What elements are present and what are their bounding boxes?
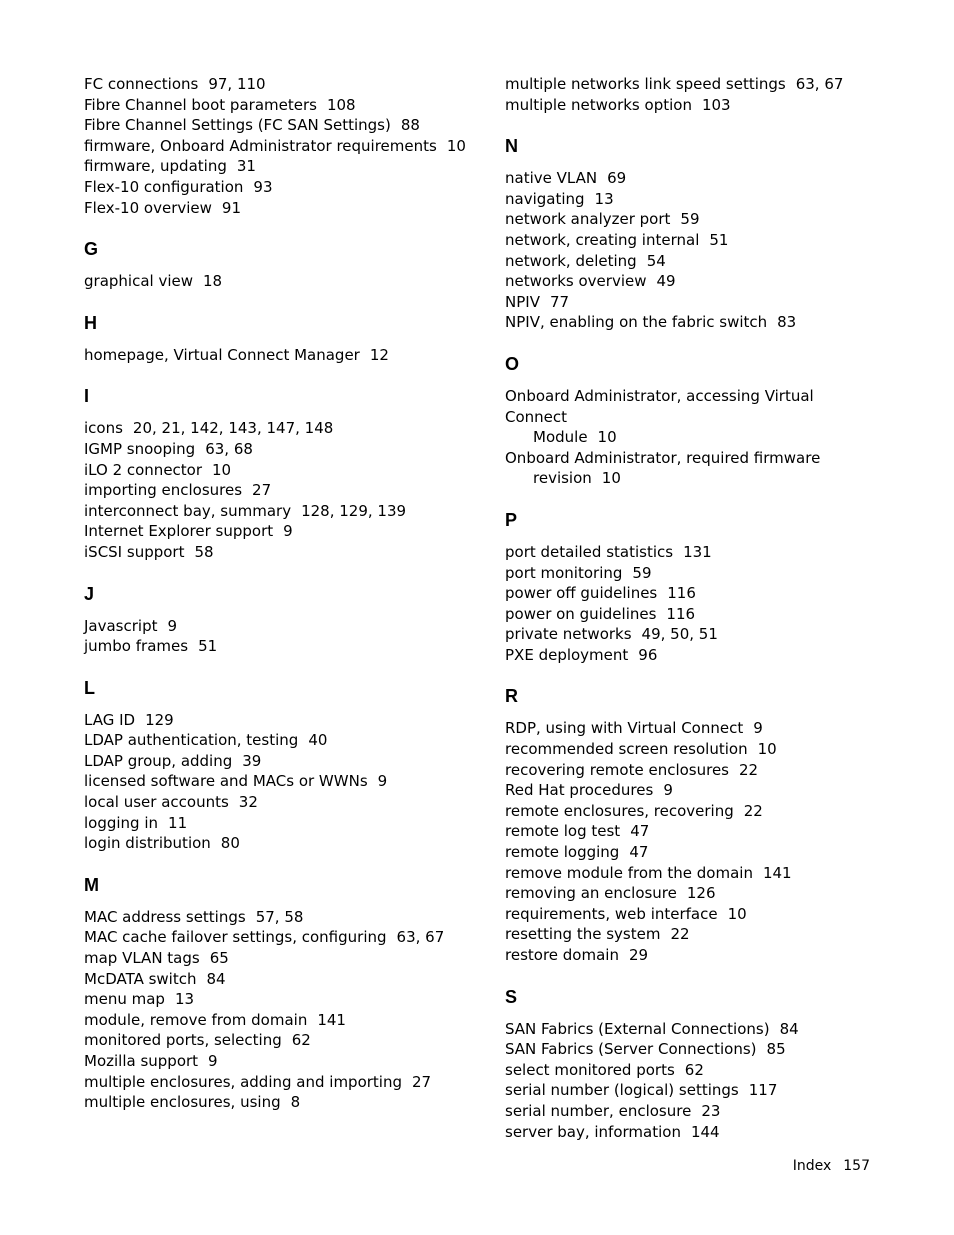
index-entry [505, 1039, 865, 1060]
index-term: multiple networks option [505, 95, 692, 114]
index-entry [505, 863, 865, 884]
index-entry [84, 480, 464, 501]
index-entry [84, 1092, 464, 1113]
index-page-ref: 49 [656, 272, 676, 291]
index-entry [84, 771, 464, 792]
index-page-ref: 126 [686, 884, 716, 903]
index-page-ref: 13 [594, 189, 614, 208]
index-entry [84, 948, 464, 969]
index-entry [505, 271, 865, 292]
index-page-ref: 47 [630, 822, 650, 841]
section-letter-heading: H [84, 312, 97, 333]
index-term: LDAP authentication, testing [84, 731, 299, 750]
index-page-ref: 47 [629, 843, 649, 862]
index-term: Mozilla support [84, 1052, 199, 1070]
index-term: removing an enclosure [505, 884, 677, 903]
index-term: jumbo frames [84, 637, 189, 656]
index-page-ref: 9 [753, 719, 763, 738]
index-page-ref: 85 [766, 1040, 786, 1059]
index-page-ref: 10 [212, 460, 232, 479]
index-term: Onboard Administrator, accessing Virtual Connect [505, 386, 814, 426]
index-term: private networks [505, 625, 632, 644]
index-page-ref: 63, 67 [795, 75, 844, 93]
index-term: recommended screen resolution [505, 740, 748, 759]
index-entry [84, 927, 464, 948]
index-page-ref: 10 [757, 740, 777, 759]
index-page-ref: 59 [632, 563, 652, 582]
index-page-ref: 57, 58 [255, 907, 304, 926]
index-page-ref: 22 [739, 760, 759, 779]
index-term: firmware, updating [84, 157, 227, 176]
index-page-ref: 77 [549, 292, 570, 311]
index-entry [505, 1080, 865, 1101]
index-page-ref: 63, 67 [396, 928, 445, 947]
index-right-column [505, 74, 865, 1142]
index-page-ref: 13 [174, 990, 195, 1009]
index-entry [84, 1072, 464, 1093]
index-entry [84, 751, 464, 772]
index-term-continuation [505, 427, 865, 448]
index-entry [505, 563, 865, 584]
index-page-ref: 27 [412, 1072, 432, 1091]
index-entry [84, 792, 464, 813]
index-page-ref: 9 [663, 781, 673, 800]
index-term: SAN Fabrics (External Connections) [505, 1019, 770, 1038]
section-letter-heading: R [505, 686, 518, 707]
index-entry [505, 760, 865, 781]
index-page-ref: 8 [290, 1093, 301, 1112]
index-page-ref: 18 [203, 272, 223, 291]
index-page-ref: 116 [666, 604, 696, 623]
index-term: PXE deployment [505, 645, 629, 664]
index-page-ref: 20, 21, 142, 143, 147, 148 [132, 419, 334, 438]
index-term: server bay, information [505, 1122, 681, 1141]
index-entry [84, 616, 464, 637]
index-page-ref: 9 [208, 1052, 218, 1070]
section-letter-heading: M [84, 874, 99, 895]
index-entry [505, 230, 865, 251]
section-letter-heading: G [84, 239, 99, 260]
index-page-ref: 141 [317, 1010, 346, 1029]
index-term: requirements, web interface [505, 904, 718, 923]
index-entry [505, 780, 865, 801]
index-page-ref: 108 [326, 95, 356, 114]
index-term: monitored ports, selecting [84, 1031, 282, 1050]
index-term: resetting the system [505, 925, 661, 944]
index-entry [505, 1060, 865, 1081]
index-term: menu map [84, 990, 165, 1009]
index-term: iSCSI support [84, 542, 185, 561]
section-letter-heading: O [505, 353, 520, 374]
page-number: 157 [843, 1158, 870, 1174]
index-entry [505, 386, 865, 448]
index-term: logging in [84, 813, 159, 832]
index-page-ref: 80 [220, 834, 240, 853]
index-term: serial number (logical) settings [505, 1081, 739, 1100]
index-page-ref: 117 [748, 1081, 778, 1100]
index-term: port detailed statistics [505, 542, 674, 561]
index-term: RDP, using with Virtual Connect [505, 719, 744, 738]
index-entry [505, 542, 865, 563]
index-page-ref: 29 [628, 946, 649, 964]
index-term: power on guidelines [505, 604, 657, 623]
index-term: Fibre Channel Settings (FC SAN Settings) [84, 116, 391, 135]
index-page-ref: 9 [283, 522, 293, 541]
index-page-ref: 65 [209, 949, 229, 968]
index-page-ref: 84 [206, 969, 226, 988]
index-page-ref: 96 [638, 645, 658, 664]
index-term: licensed software and MACs or WWNs [84, 772, 368, 791]
index-page-ref: 39 [242, 751, 262, 770]
index-entry [505, 842, 865, 863]
index-entry [84, 156, 464, 177]
index-page-ref: 128, 129, 139 [301, 501, 407, 520]
index-entry [505, 624, 865, 645]
index-page-ref: 10 [597, 428, 617, 447]
index-page-ref: 9 [377, 772, 388, 791]
index-left-column [84, 74, 464, 1113]
index-entry [505, 645, 865, 666]
index-term: LAG ID [84, 710, 136, 729]
section-letter-heading: P [505, 509, 518, 530]
index-entry [505, 1101, 865, 1122]
section-letter-heading: S [505, 986, 518, 1007]
index-term: remote logging [505, 843, 620, 862]
index-page-ref: 59 [680, 210, 700, 229]
index-page-ref: 11 [168, 813, 188, 832]
page-footer [793, 1158, 870, 1174]
index-term: Fibre Channel boot parameters [84, 95, 317, 114]
index-entry [505, 1019, 865, 1040]
index-entry [84, 271, 464, 292]
index-term: native VLAN [505, 169, 598, 188]
index-term-continuation-text: Module [533, 428, 588, 447]
index-page-ref: 9 [167, 616, 178, 635]
index-entry [505, 924, 865, 945]
footer-label: Index [792, 1158, 832, 1174]
index-entry [505, 1122, 865, 1143]
index-entry [84, 710, 464, 731]
index-term: network, creating internal [505, 230, 700, 249]
index-term: McDATA switch [84, 969, 197, 988]
index-term: recovering remote enclosures [505, 760, 729, 779]
index-term: remote log test [505, 822, 621, 841]
index-page-ref: 10 [446, 136, 466, 155]
index-page-ref: 91 [221, 198, 241, 217]
index-term: NPIV [505, 292, 540, 311]
index-term: icons [84, 419, 123, 438]
index-term: map VLAN tags [84, 949, 200, 968]
index-term: firmware, Onboard Administrator requirements [84, 136, 437, 155]
index-term: port monitoring [505, 563, 623, 582]
index-term: select monitored ports [505, 1060, 675, 1079]
index-entry [84, 989, 464, 1010]
index-page-ref: 63, 68 [205, 439, 253, 458]
index-entry [505, 583, 865, 604]
index-page-ref: 62 [291, 1031, 311, 1050]
index-page-ref: 10 [727, 904, 747, 923]
index-entry [84, 1010, 464, 1031]
index-term: homepage, Virtual Connect Manager [84, 345, 360, 364]
section-letter-heading: J [84, 583, 95, 604]
index-term: MAC address settings [84, 907, 246, 926]
index-term: Javascript [84, 616, 158, 635]
index-entry [505, 883, 865, 904]
index-page-ref: 144 [690, 1122, 720, 1141]
section-letter-heading: N [505, 136, 518, 157]
index-term: multiple enclosures, adding and importing [84, 1072, 402, 1091]
index-entry [84, 95, 464, 116]
index-page-ref: 84 [779, 1019, 799, 1038]
index-term: Onboard Administrator, required firmware [505, 448, 821, 467]
index-entry [84, 115, 464, 136]
index-term: power off guidelines [505, 584, 658, 603]
index-entry [84, 501, 464, 522]
index-entry [84, 345, 464, 366]
index-term-continuation-text: revision [533, 469, 592, 488]
index-term: MAC cache failover settings, configuring [84, 928, 387, 947]
index-entry [84, 907, 464, 928]
index-entry [84, 177, 464, 198]
index-page-ref: 40 [308, 731, 328, 750]
index-term: login distribution [84, 834, 211, 853]
index-term: remove module from the domain [505, 863, 753, 882]
index-term: remote enclosures, recovering [505, 801, 734, 820]
index-term: graphical view [84, 272, 193, 291]
index-term: module, remove from domain [84, 1010, 308, 1029]
index-page-ref: 58 [194, 542, 214, 561]
index-term: FC connections [84, 75, 199, 93]
index-entry [505, 95, 865, 116]
index-term: multiple enclosures, using [84, 1093, 281, 1112]
index-term: importing enclosures [84, 481, 243, 500]
index-entry [505, 718, 865, 739]
index-entry [84, 833, 464, 854]
index-entry [84, 521, 464, 542]
index-entry [505, 189, 865, 210]
index-entry [84, 418, 464, 439]
index-page-ref: 12 [369, 345, 389, 364]
index-page-ref: 51 [709, 230, 729, 249]
index-entry [505, 168, 865, 189]
index-page-ref: 31 [236, 157, 256, 176]
index-entry [505, 292, 865, 313]
index-entry [505, 604, 865, 625]
index-entry [505, 251, 865, 272]
index-term: Red Hat procedures [505, 781, 654, 800]
index-term: Flex-10 overview [84, 198, 212, 217]
index-page-ref: 88 [400, 116, 420, 135]
index-entry [84, 198, 464, 219]
index-entry [84, 969, 464, 990]
index-page-ref: 69 [607, 169, 627, 188]
index-page-ref: 141 [762, 863, 792, 882]
index-page-ref: 49, 50, 51 [641, 625, 718, 644]
index-page-ref: 54 [646, 251, 666, 270]
index-term: multiple networks link speed settings [505, 75, 786, 93]
index-term: Internet Explorer support [84, 522, 274, 541]
index-term: restore domain [505, 946, 619, 964]
index-page-ref: 97, 110 [208, 75, 266, 93]
index-entry [505, 74, 865, 95]
index-entry [505, 945, 865, 966]
index-term: serial number, enclosure [505, 1101, 692, 1120]
index-entry [84, 460, 464, 481]
index-term: interconnect bay, summary [84, 501, 292, 520]
index-entry [84, 1030, 464, 1051]
section-letter-heading: I [84, 386, 90, 407]
index-term: SAN Fabrics (Server Connections) [505, 1040, 757, 1059]
index-entry [505, 821, 865, 842]
index-entry [505, 904, 865, 925]
index-entry [505, 209, 865, 230]
index-page-ref: 10 [601, 469, 621, 488]
index-page-ref: 22 [743, 801, 763, 820]
index-entry [84, 1051, 464, 1072]
index-term: local user accounts [84, 793, 229, 812]
index-term: Flex-10 configuration [84, 177, 244, 196]
index-page-ref: 83 [777, 313, 797, 332]
index-page-ref: 51 [198, 637, 218, 656]
index-page-ref: 23 [701, 1101, 721, 1120]
index-entry [84, 813, 464, 834]
index-page-ref: 22 [670, 925, 690, 944]
index-page-ref: 131 [683, 542, 712, 561]
index-page-ref: 62 [684, 1060, 704, 1079]
index-page-ref: 116 [667, 584, 696, 603]
index-term: networks overview [505, 272, 647, 291]
index-entry [84, 730, 464, 751]
index-entry [84, 636, 464, 657]
index-entry [505, 448, 865, 489]
index-term-continuation [505, 468, 865, 489]
index-page-ref: 129 [145, 710, 174, 729]
index-entry [84, 136, 464, 157]
index-entry [505, 739, 865, 760]
index-term: IGMP snooping [84, 439, 196, 458]
index-term: network analyzer port [505, 210, 671, 229]
index-entry [84, 439, 464, 460]
index-page-ref: 27 [252, 481, 272, 500]
index-page-ref: 103 [701, 95, 731, 114]
section-letter-heading: L [84, 677, 95, 698]
index-entry [84, 74, 464, 95]
index-term: network, deleting [505, 251, 637, 270]
index-page-ref: 93 [253, 177, 273, 196]
index-page-ref: 32 [238, 793, 258, 812]
index-entry [84, 542, 464, 563]
index-entry [505, 312, 865, 333]
index-term: LDAP group, adding [84, 751, 233, 770]
index-term: iLO 2 connector [84, 460, 203, 479]
index-term: navigating [505, 189, 585, 208]
index-term: NPIV, enabling on the fabric switch [505, 313, 768, 332]
index-entry [505, 801, 865, 822]
